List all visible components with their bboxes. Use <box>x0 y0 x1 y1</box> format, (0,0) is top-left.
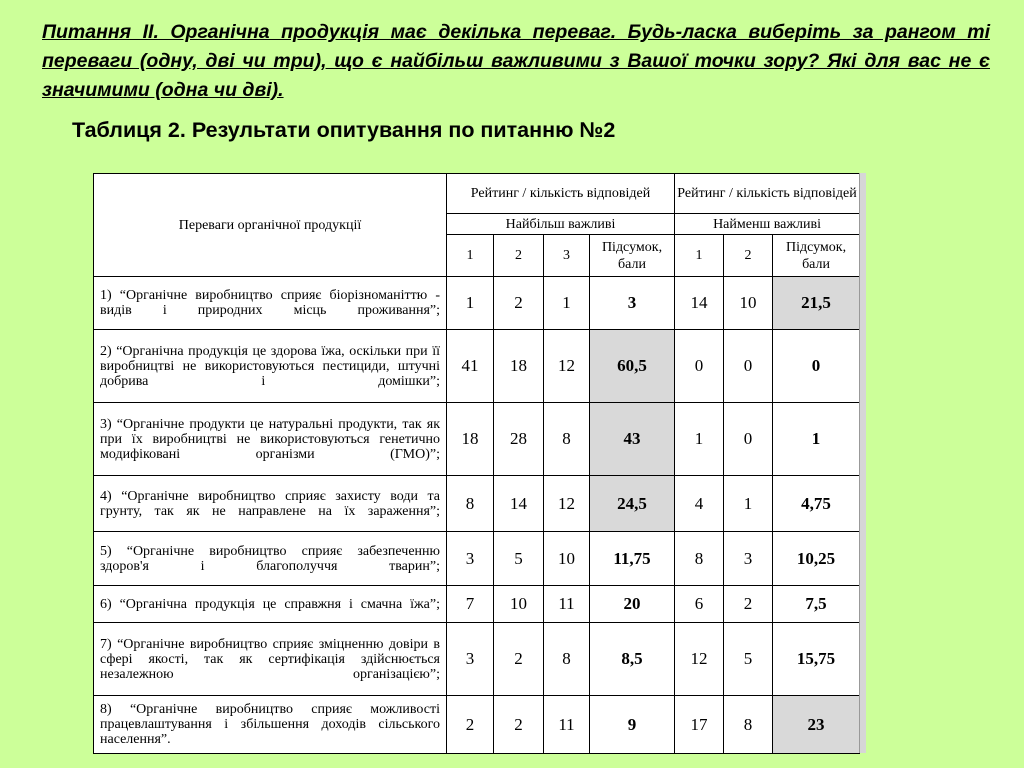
header-advantages: Переваги органічної продукції <box>94 174 447 277</box>
results-table <box>93 173 860 754</box>
cell-least-1: 14 <box>675 277 724 330</box>
cell-most-sum: 9 <box>590 696 675 754</box>
table-row <box>94 532 860 586</box>
cell-most-1: 7 <box>447 586 494 623</box>
cell-least-sum: 10,25 <box>773 532 860 586</box>
cell-least-sum: 21,5 <box>773 277 860 330</box>
results-table-container <box>93 173 865 753</box>
cell-least-2: 8 <box>724 696 773 754</box>
cell-most-sum: 11,75 <box>590 532 675 586</box>
cell-least-2: 1 <box>724 476 773 532</box>
row-description: 4) “Органічне виробництво сприяє захисту води та грунту, так як не направлене на їх зараження”; <box>94 476 447 532</box>
cell-least-sum: 0 <box>773 330 860 403</box>
header-rank-1: 1 <box>447 235 494 277</box>
header-least-rank-1: 1 <box>675 235 724 277</box>
cell-most-1: 8 <box>447 476 494 532</box>
header-rating-least: Рейтинг / кількість відповідей <box>675 174 860 214</box>
cell-least-2: 10 <box>724 277 773 330</box>
cell-most-sum: 3 <box>590 277 675 330</box>
row-description: 1) “Органічне виробництво сприяє біорізноманіттю - видів і природних місць проживання”; <box>94 277 447 330</box>
header-rating-most: Рейтинг / кількість відповідей <box>447 174 675 214</box>
row-description: 5) “Органічне виробництво сприяє забезпеченню здоров'я і благополуччя тварин”; <box>94 532 447 586</box>
cell-most-3: 1 <box>544 277 590 330</box>
header-least-important: Найменш важливі <box>675 214 860 235</box>
table-row <box>94 476 860 532</box>
header-most-important: Найбільш важливі <box>447 214 675 235</box>
cell-most-1: 18 <box>447 403 494 476</box>
cell-most-sum: 24,5 <box>590 476 675 532</box>
table-row <box>94 330 860 403</box>
cell-most-2: 18 <box>494 330 544 403</box>
cell-least-1: 1 <box>675 403 724 476</box>
cell-least-2: 2 <box>724 586 773 623</box>
table-row <box>94 277 860 330</box>
row-description: 3) “Органічне продукти це натуральні продукти, так як при їх виробництві не використовуються генетично модифіковані організми (ГМО)”; <box>94 403 447 476</box>
cell-most-1: 3 <box>447 623 494 696</box>
table-title: Таблиця 2. Результати опитування по питанню №2 <box>72 118 616 142</box>
cell-least-2: 0 <box>724 403 773 476</box>
cell-most-1: 3 <box>447 532 494 586</box>
table-row <box>94 623 860 696</box>
cell-least-2: 5 <box>724 623 773 696</box>
table-edge-bar <box>859 173 866 753</box>
cell-most-2: 2 <box>494 623 544 696</box>
cell-most-3: 8 <box>544 623 590 696</box>
cell-most-3: 11 <box>544 586 590 623</box>
question-text: Питання ІІ. Органічна продукція має декілька переваг. Будь-ласка виберіть за рангом ті переваги (одну, дві чи три), що є найбільш важливими з Вашої точки зору? Які для вас не є значимими (одна чи дві). <box>42 21 990 101</box>
cell-least-1: 12 <box>675 623 724 696</box>
header-rank-2: 2 <box>494 235 544 277</box>
cell-least-sum: 4,75 <box>773 476 860 532</box>
cell-most-1: 41 <box>447 330 494 403</box>
cell-most-3: 10 <box>544 532 590 586</box>
cell-least-sum: 1 <box>773 403 860 476</box>
cell-most-sum: 8,5 <box>590 623 675 696</box>
header-sum-most: Підсумок, бали <box>590 235 675 277</box>
cell-most-3: 12 <box>544 476 590 532</box>
cell-most-2: 2 <box>494 277 544 330</box>
cell-most-sum: 60,5 <box>590 330 675 403</box>
header-least-rank-2: 2 <box>724 235 773 277</box>
header-rank-3: 3 <box>544 235 590 277</box>
cell-most-sum: 43 <box>590 403 675 476</box>
cell-least-1: 0 <box>675 330 724 403</box>
row-description: 8) “Органічне виробництво сприяє можливості працевлаштування і збільшення доходів сільського населення”. <box>94 696 447 754</box>
table-row <box>94 696 860 754</box>
cell-least-1: 17 <box>675 696 724 754</box>
row-description: 6) “Органічна продукція це справжня і смачна їжа”; <box>94 586 447 623</box>
cell-most-1: 1 <box>447 277 494 330</box>
cell-least-1: 8 <box>675 532 724 586</box>
header-sum-least: Підсумок, бали <box>773 235 860 277</box>
cell-least-2: 3 <box>724 532 773 586</box>
cell-least-sum: 15,75 <box>773 623 860 696</box>
cell-most-1: 2 <box>447 696 494 754</box>
cell-most-3: 8 <box>544 403 590 476</box>
cell-least-sum: 23 <box>773 696 860 754</box>
cell-least-sum: 7,5 <box>773 586 860 623</box>
table-row <box>94 586 860 623</box>
cell-most-sum: 20 <box>590 586 675 623</box>
cell-most-2: 14 <box>494 476 544 532</box>
cell-most-2: 2 <box>494 696 544 754</box>
cell-least-1: 6 <box>675 586 724 623</box>
cell-least-2: 0 <box>724 330 773 403</box>
row-description: 2) “Органічна продукція це здорова їжа, оскільки при її виробництві не використовуються пестициди, штучні добрива і домішки”; <box>94 330 447 403</box>
table-row <box>94 403 860 476</box>
header-row-1 <box>94 174 860 214</box>
row-description: 7) “Органічне виробництво сприяє зміцненню довіри в сфері якості, так як сертифікація здійснюється незалежною організацією”; <box>94 623 447 696</box>
cell-most-2: 5 <box>494 532 544 586</box>
cell-most-3: 11 <box>544 696 590 754</box>
cell-least-1: 4 <box>675 476 724 532</box>
cell-most-2: 10 <box>494 586 544 623</box>
cell-most-2: 28 <box>494 403 544 476</box>
cell-most-3: 12 <box>544 330 590 403</box>
